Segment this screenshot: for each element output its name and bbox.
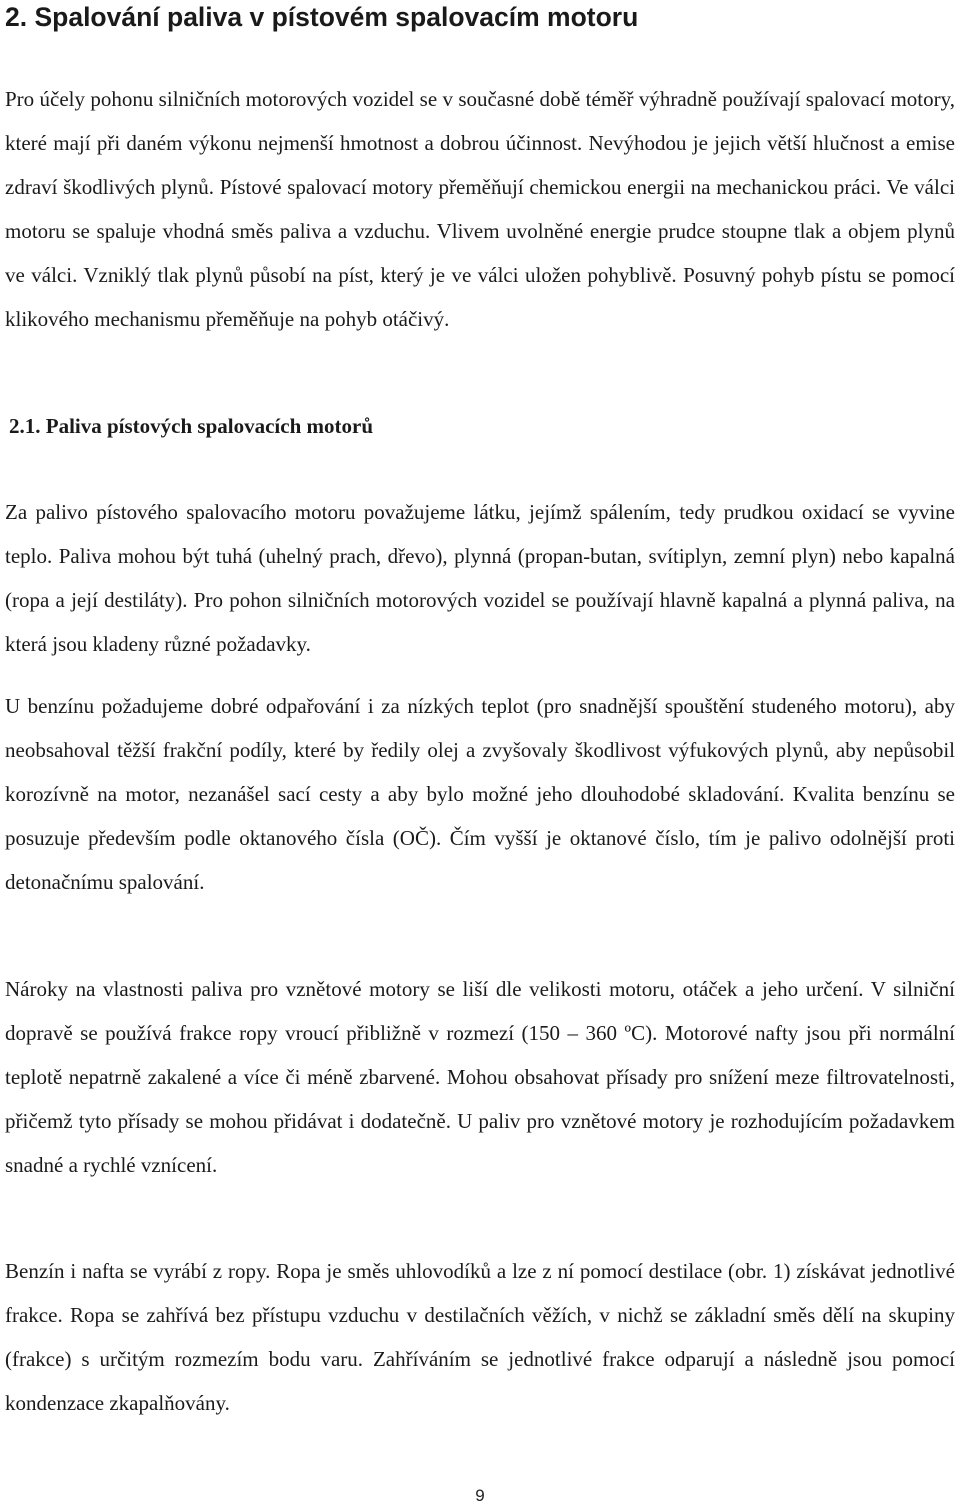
intro-paragraph: Pro účely pohonu silničních motorových vozidel se v současné době téměř výhradně používají spalovací motory, které mají při daném výkonu nejmenší hmotnost a dobrou účinnost. Nevýhodou je jejich větší hlučnost a emise zdraví škodlivých plynů. Pístové spalovací motory přeměňují chemickou energii na mechanickou práci. Ve válci motoru se spaluje vhodná směs paliva a vzduchu. Vlivem uvolněné energie prudce stoupne tlak a objem plynů ve válci. Vzniklý tlak plynů působí na píst, který je ve válci uložen pohyblivě. Posuvný pohyb pístu se pomocí klikového mechanismu přeměňuje na pohyb otáčivý. [5,87,955,331]
crude-oil-paragraph: Benzín i nafta se vyrábí z ropy. Ropa je směs uhlovodíků a lze z ní pomocí destilace (obr. 1) získávat jednotlivé frakce. Ropa se zahřívá bez přístupu vzduchu v destilačních věžích, v nichž se základní směs dělí na skupiny (frakce) s určitým rozmezím bodu varu. Zahříváním se jednotlivé frakce odparují a následně jsou pomocí kondenzace zkapalňovány. [5,1259,955,1415]
chapter-heading: 2. Spalování paliva v pístovém spalovacím motoru [5,2,639,32]
section-heading: 2.1. Paliva pístových spalovacích motorů [9,414,374,438]
fuel-definition-paragraph: Za palivo pístového spalovacího motoru považujeme látku, jejímž spálením, tedy prudkou oxidací se vyvine teplo. Paliva mohou být tuhá (uhelný prach, dřevo), plynná (propan-butan, svítiplyn, zemní plyn) nebo kapalná (ropa a její destiláty). Pro pohon silničních motorových vozidel se používají hlavně kapalná a plynná paliva, na která jsou kladeny různé požadavky. [5,500,955,656]
petrol-paragraph: U benzínu požadujeme dobré odpařování i za nízkých teplot (pro snadnější spouštění studeného motoru), aby neobsahoval těžší frakční podíly, které by ředily olej a zvyšovaly škodlivost výfukových plynů, aby nepůsobil korozívně na motor, nezanášel sací cesty a aby bylo možné jeho dlouhodobé skladování. Kvalita benzínu se posuzuje především podle oktanového čísla (OČ). Čím vyšší je oktanové číslo, tím je palivo odolnější proti detonačnímu spalování. [5,694,955,894]
page-number: 9 [475,1486,485,1505]
diesel-paragraph: Nároky na vlastnosti paliva pro vznětové motory se liší dle velikosti motoru, otáček a jeho určení. V silniční dopravě se používá frakce ropy vroucí přibližně v rozmezí (150 – 360 ºC). Motorové nafty jsou při normální teplotě nepatrně zakalené a více či méně zbarvené. Mohou obsahovat přísady pro snížení meze filtrovatelnosti, přičemž tyto přísady se mohou přidávat i dodatečně. U paliv pro vznětové motory je rozhodujícím požadavkem snadné a rychlé vznícení. [5,977,955,1177]
